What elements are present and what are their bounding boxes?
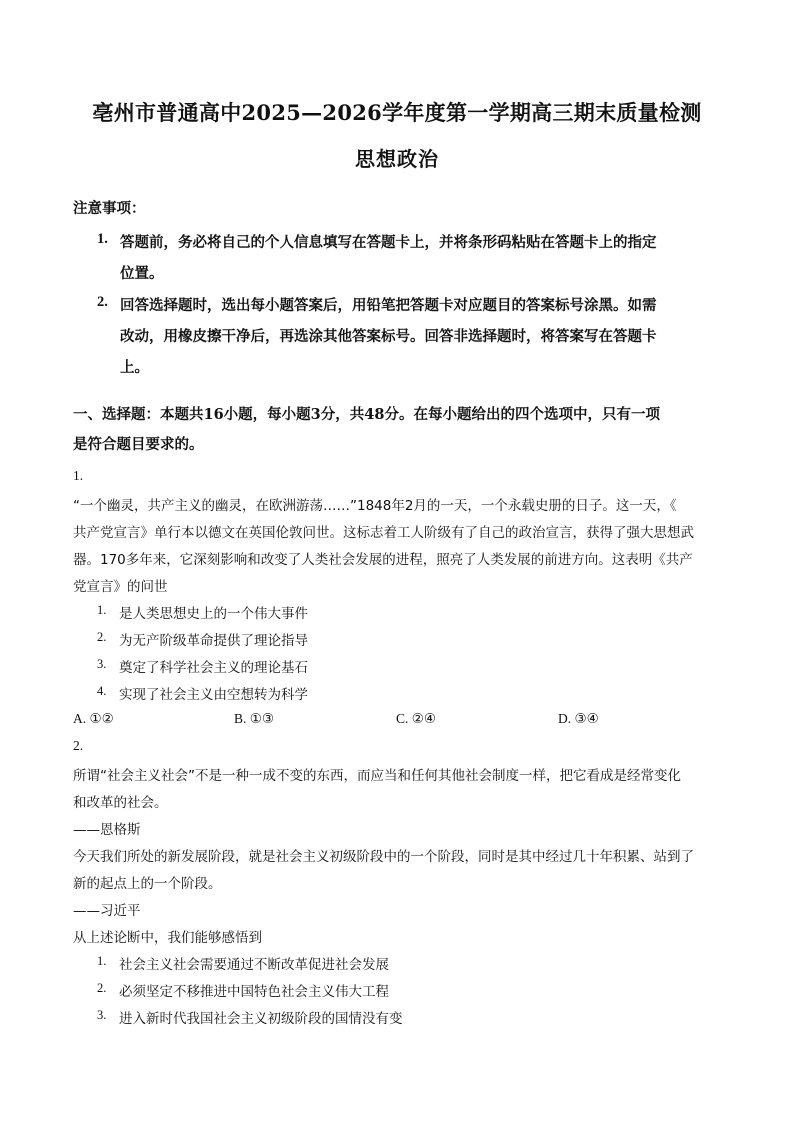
question-stem-line: 今天我们所处的新发展阶段，就是社会主义初级阶段中的一个阶段，同时是其中经过几十年积累、站到了: [73, 849, 694, 865]
question-stem-line: 和改革的社会。: [73, 795, 168, 811]
answer-choice-a: A. ①②: [73, 711, 114, 726]
notice-label: 注意事项：: [73, 200, 146, 217]
option-text: 是人类思想史上的一个伟大事件: [119, 606, 308, 622]
subject-title: 思想政治: [355, 147, 439, 171]
notice-item-text: 回答选择题时，选出每小题答案后，用铅笔把答题卡对应题目的答案标号涂黑。如需: [120, 297, 657, 314]
question-stem-line: “一个幽灵，共产主义的幽灵，在欧洲游荡……”1848年2月的一天，一个永载史册的日子。这一天，《: [73, 498, 677, 514]
option-number: 3.: [97, 657, 107, 671]
notice-item-text: 位置。: [120, 265, 164, 282]
question-stem-line: 新的起点上的一个阶段。: [73, 876, 222, 892]
option-number: 1.: [97, 603, 107, 617]
option-text: 社会主义社会需要通过不断改革促进社会发展: [119, 957, 389, 973]
notice-item-text: 答题前，务必将自己的个人信息填写在答题卡上，并将条形码粘贴在答题卡上的指定: [120, 234, 657, 251]
answer-choice-d: D. ③④: [558, 711, 599, 726]
question-number: 2.: [73, 738, 84, 753]
notice-item-text: 上。: [120, 359, 149, 376]
exam-title: 亳州市普通高中2025—2026学年度第一学期高三期末质量检测: [92, 100, 702, 125]
answer-choice-c: C. ②④: [396, 711, 436, 726]
question-stem-line: 从上述论断中，我们能够感悟到: [73, 930, 262, 946]
question-stem-line: 所谓“社会主义社会”不是一种一成不变的东西，而应当和任何其他社会制度一样，把它看成是经常变化: [73, 768, 681, 784]
option-text: 奠定了科学社会主义的理论基石: [119, 660, 308, 676]
option-text: 必须坚定不移推进中国特色社会主义伟大工程: [119, 984, 389, 1000]
option-number: 4.: [97, 684, 107, 698]
quote-attribution: ——恩格斯: [73, 822, 141, 838]
option-number: 3.: [97, 1008, 107, 1022]
question-stem-line: 器。170多年来，它深刻影响和改变了人类社会发展的进程，照亮了人类发展的前进方向。这表明《共产: [73, 552, 693, 568]
notice-item-number: 2.: [97, 294, 108, 310]
section-heading: 是符合题目要求的。: [73, 436, 204, 453]
option-text: 实现了社会主义由空想转为科学: [119, 687, 308, 703]
option-number: 2.: [97, 981, 107, 995]
question-stem-line: 党宣言》的问世: [73, 579, 168, 595]
section-heading: 一、选择题：本题共16小题，每小题3分，共48分。在每小题给出的四个选项中，只有一项: [73, 406, 660, 423]
question-number: 1.: [73, 468, 84, 483]
notice-item-text: 改动，用橡皮擦干净后，再选涂其他答案标号。回答非选择题时，将答案写在答题卡: [120, 328, 657, 345]
option-text: 为无产阶级革命提供了理论指导: [119, 633, 308, 649]
notice-item-number: 1.: [97, 231, 108, 247]
option-text: 进入新时代我国社会主义初级阶段的国情没有变: [119, 1011, 403, 1027]
answer-choice-b: B. ①③: [234, 711, 274, 726]
quote-attribution: ——习近平: [73, 903, 141, 919]
question-stem-line: 共产党宣言》单行本以德文在英国伦敦问世。这标志着工人阶级有了自己的政治宣言，获得了强大思想武: [73, 525, 694, 541]
option-number: 2.: [97, 630, 107, 644]
option-number: 1.: [97, 954, 107, 968]
